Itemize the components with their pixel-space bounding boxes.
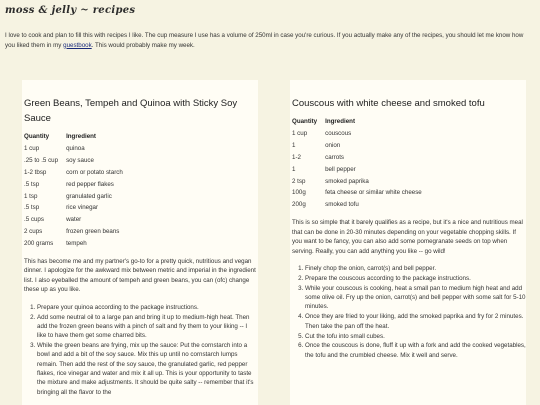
table-row [292,175,430,187]
quantity-header: Quantity [24,133,50,140]
list-item: 4. Once they are fried to your liking, add the smoked paprika and fry for 2 minutes. Then take the pan off the heat. [305,312,526,331]
recipe-description: This is so simple that it barely qualifies as a recipe, but it's a nice and nutritious meal that can be done in 20-30 minutes depending on your vegetable chopping skills. If you want to be fancy, you can also add some pomegranate seeds on top when serving. Really, you can add anything you like -- go wild! [292,219,523,255]
table-row [292,140,430,152]
ingredient-name: carrots [325,153,345,161]
ingredients-header-row [24,132,131,143]
ingredient-name: red pepper flakes [66,180,114,188]
ingredient-quantity: 1 cup [292,130,308,138]
ingredient-name: water [66,216,82,224]
table-row [24,237,131,249]
site-header [0,0,540,28]
ingredient-quantity: .25 to .5 cup [24,157,59,165]
ingredient-quantity: 200 grams [24,239,54,247]
ingredient-quantity: 100g [292,189,306,197]
table-row [24,155,131,167]
ingredient-name: feta cheese or similar white cheese [325,189,422,197]
recipe-title: Green Beans, Tempeh and Quinoa with Sticky Soy Sauce [24,98,238,124]
table-row [24,225,131,237]
ingredient-name: couscous [325,130,352,138]
ingredient-quantity: 1 [292,165,296,173]
ingredient-name: smoked tofu [325,201,359,209]
ingredient-quantity: 1 [292,142,296,150]
ingredient-name: bell pepper [325,165,356,173]
recipes-area [0,64,540,405]
table-row [292,199,430,211]
recipe-card-couscous [290,80,526,405]
table-row [292,163,430,175]
ingredient-name: onion [325,142,341,150]
table-row [24,167,131,179]
recipe-steps [292,264,526,360]
recipe-steps [24,303,258,397]
intro-paragraph [5,31,535,50]
ingredient-name: quinoa [66,145,85,153]
ingredient-quantity: .5 tsp [24,180,40,188]
ingredient-name: frozen green beans [66,227,120,235]
ingredients-table [292,117,430,210]
ingredient-quantity: .5 cups [24,216,44,224]
list-item: 3. While the green beans are frying, mix up the sauce: Put the cornstarch into a bowl and add a bit of the soy sauce. Mix this up until no cornstarch lumps remain. Then add the rest of the soy sauce, the granulated garlic, red pepper flakes, rice vinegar and water and mix it all up. This is your opportunity to taste the mixture and make adjustments. It should be quite salty -- remember that it's bringing all the flavor to the [37,341,258,397]
ingredient-name: tempeh [66,239,87,247]
table-row [292,187,430,199]
ingredient-quantity: 1 cup [24,145,40,153]
ingredient-quantity: 2 tsp [292,177,306,185]
table-row [292,152,430,164]
list-item: 1. Prepare your quinoa according to the package instructions. [37,303,258,312]
ingredient-quantity: 2 cups [24,227,43,235]
ingredients-table [24,132,131,249]
ingredient-quantity: .5 tsp [24,204,40,212]
ingredient-name: corn or potato starch [66,168,123,176]
ingredient-header: Ingredient [66,133,96,140]
ingredient-header: Ingredient [325,118,356,125]
ingredient-quantity: 1-2 tbsp [24,168,47,176]
quantity-header: Quantity [292,118,318,125]
ingredients-header-row [292,117,430,128]
table-row [292,128,430,140]
list-item: 6. Once the couscous is done, fluff it up with a fork and add the cooked vegetables, the tofu and the crumbled cheese. Mix it well and serve. [305,341,526,360]
table-row [24,190,131,202]
guestbook-link[interactable]: guestbook [63,41,92,49]
table-row [24,202,131,214]
intro-tail: . This would probably make my week. [91,41,195,49]
list-item: 1. Finely chop the onion, carrot(s) and bell pepper. [305,264,526,273]
ingredient-quantity: 1-2 [292,153,301,161]
site-title: moss & jelly ~ recipes [5,5,136,16]
table-row [24,214,131,226]
intro-text: I love to cook and plan to fill this with recipes I like. The cup measure I use has a volume of 250ml in case you're curious. If you actually make any of the recipes, you should let me know how you liked them in my [5,32,524,49]
recipe-card-green-beans [22,80,258,405]
table-row [24,143,131,155]
list-item: 2. Prepare the couscous according to the package instructions. [305,274,526,283]
ingredient-name: granulated garlic [66,192,112,200]
table-row [24,178,131,190]
ingredient-name: soy sauce [66,157,94,165]
ingredient-quantity: 1 tsp [24,192,38,200]
recipe-description: This has become me and my partner's go-to for a pretty quick, nutritious and vegan dinner. I apologize for the awkward mix between metric and imperial in the ingredient list. I also eyeballed the amount of tempeh and green beans, you can (ofc) change these up as you like. [24,258,256,294]
ingredient-name: smoked paprika [325,177,369,185]
recipe-title: Couscous with white cheese and smoked tofu [292,98,485,109]
list-item: 2. Add some neutral oil to a large pan and bring it up to medium-high heat. Then add the frozen green beans with a pinch of salt and fry them to your liking -- I like to have them get some charred bits. [37,313,258,341]
list-item: 5. Cut the tofu into small cubes. [305,332,526,341]
ingredient-name: rice vinegar [66,204,99,212]
ingredient-quantity: 200g [292,201,306,209]
list-item: 3. While your couscous is cooking, heat a small pan to medium high heat and add some olive oil. Fry up the onion, carrot(s) and bell pepper with some salt for 5-10 minutes. [305,284,526,312]
